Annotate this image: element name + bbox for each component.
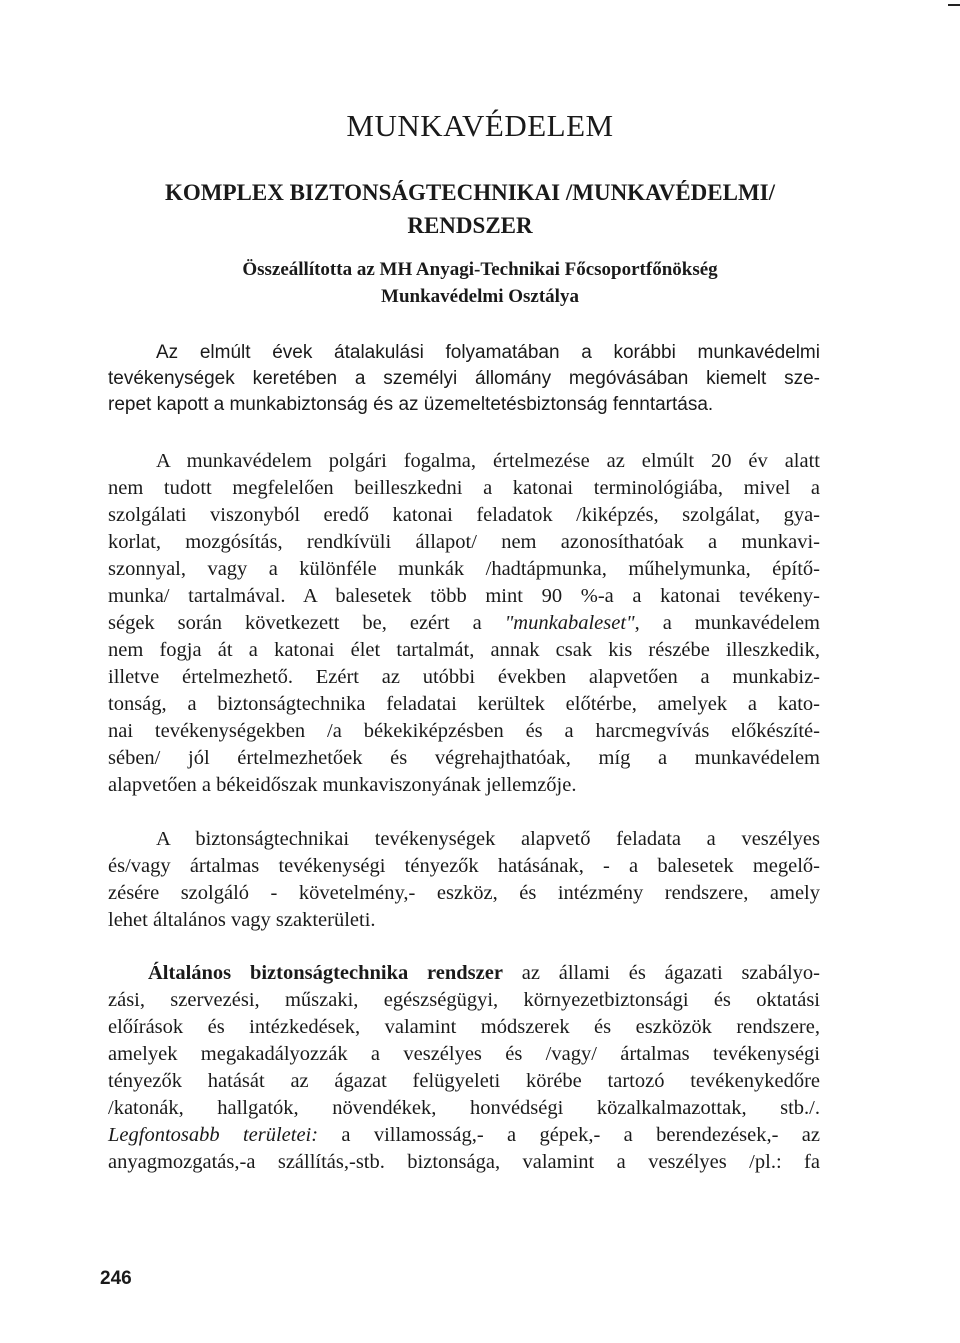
paragraph-line: anyagmozgatás,-a szállítás,-stb. biztonsága, valamint a veszélyes /pl.: fa	[108, 1151, 820, 1173]
edge-mark	[948, 4, 960, 6]
document-subtitle	[100, 176, 840, 242]
paragraph-line: tonság, a biztonságtechnika feladatai kerültek előtérbe, amelyek a kato-	[108, 693, 820, 715]
compiled-by	[100, 256, 860, 310]
compiled-by-line-1: Összeállította az MH Anyagi-Technikai Főcsoportfőnökség	[242, 259, 718, 280]
paragraph-line: A biztonságtechnikai tevékenységek alapvető feladata a veszélyes	[156, 828, 820, 850]
paragraph-line: tényezők hatását az ágazat felügyeleti körébe tartozó tevékenykedőre	[108, 1070, 820, 1092]
paragraph-line: A munkavédelem polgári fogalma, értelmezése az elmúlt 20 év alatt	[156, 450, 820, 472]
paragraph-intro	[108, 340, 820, 418]
document-title: MUNKAVÉDELEM	[346, 108, 614, 143]
paragraph-line: és/vagy ártalmas tevékenységi tényezők hatásának, - a balesetek megelő-	[108, 855, 820, 877]
text-segment: ségek során következett be, ezért a	[108, 612, 505, 634]
paragraph-line: zási, szervezési, műszaki, egészségügyi, környezetbiztonsági és oktatási	[108, 989, 820, 1011]
paragraph-line	[108, 1122, 820, 1149]
paragraph-line: lehet általános vagy szakterületi.	[108, 909, 376, 931]
paragraph-line: amelyek megakadályozzák a veszélyes és /vagy/ ártalmas tevékenységi	[108, 1043, 820, 1065]
paragraph-line: nem fogja át a katonai élet tartalmát, annak csak kis részébe illeszkedik,	[108, 639, 820, 661]
text-segment: a villamosság,- a gépek,- a berendezések,- az	[318, 1124, 820, 1146]
subtitle-line-1: KOMPLEX BIZTONSÁGTECHNIKAI /MUNKAVÉDELMI/	[164, 180, 776, 205]
paragraph-line: tevékenységek keretében a személyi állomány megóvásában kiemelt sze-	[108, 368, 820, 389]
page-number: 246	[100, 1268, 132, 1289]
paragraph-line: nem tudott megfelelően beilleszkedni a katonai terminológiába, mivel a	[108, 477, 820, 499]
paragraph-line: nai tevékenységekben /a békekiképzésben és a harcmegvívás előkészíté-	[108, 720, 820, 742]
paragraph-line: alapvetően a békeidőszak munkaviszonyának jellemzője.	[108, 774, 577, 796]
italic-term: Legfontosabb területei:	[108, 1124, 319, 1146]
paragraph-safety-technology	[108, 826, 820, 934]
paragraph-line: zésére szolgáló - követelmény,- eszköz, és intézmény rendszere, amely	[108, 882, 820, 904]
compiled-by-line-2: Munkavédelmi Osztálya	[381, 286, 579, 307]
paragraph-line: munka/ tartalmával. A balesetek több mint 90 %-a a katonai tevékeny-	[108, 585, 820, 607]
italic-term: "munkabaleset"	[504, 612, 635, 634]
paragraph-line	[108, 960, 820, 987]
paragraph-line: szolgálati viszonyból eredő katonai feladatok /kiképzés, szolgálat, gya-	[108, 504, 820, 526]
paragraph-line: sében/ jól értelmezhetőek és végrehajthatóak, míg a munkavédelem	[108, 747, 820, 769]
paragraph-line	[108, 610, 820, 637]
paragraph-general-system	[108, 960, 820, 1176]
paragraph-line: repet kapott a munkabiztonság és az üzemeltetésbiztonság fenntartása.	[108, 394, 714, 415]
text-segment: , a munkavédelem	[634, 612, 820, 634]
paragraph-line: /katonák, hallgatók, növendékek, honvédségi közalkalmazottak, stb./.	[108, 1097, 820, 1119]
text-segment: az állami és ágazati szabályo-	[502, 962, 820, 984]
paragraph-line: Az elmúlt évek átalakulási folyamatában a korábbi munkavédelmi	[156, 342, 820, 363]
paragraph-line: korlat, mozgósítás, rendkívüli állapot/ nem azonosíthatóak a munkavi-	[108, 531, 820, 553]
paragraph-line: szonnyal, vagy a különféle munkák /hadtápmunka, műhelymunka, építő-	[108, 558, 820, 580]
subtitle-line-2: RENDSZER	[407, 213, 533, 238]
paragraph-line: előírások és intézkedések, valamint módszerek és eszközök rendszere,	[108, 1016, 820, 1038]
paragraph-definition	[108, 448, 820, 799]
paragraph-line: illetve értelmezhető. Ezért az utóbbi években alapvetően a munkabiz-	[108, 666, 820, 688]
bold-term: Általános biztonságtechnika rendszer	[148, 962, 503, 984]
